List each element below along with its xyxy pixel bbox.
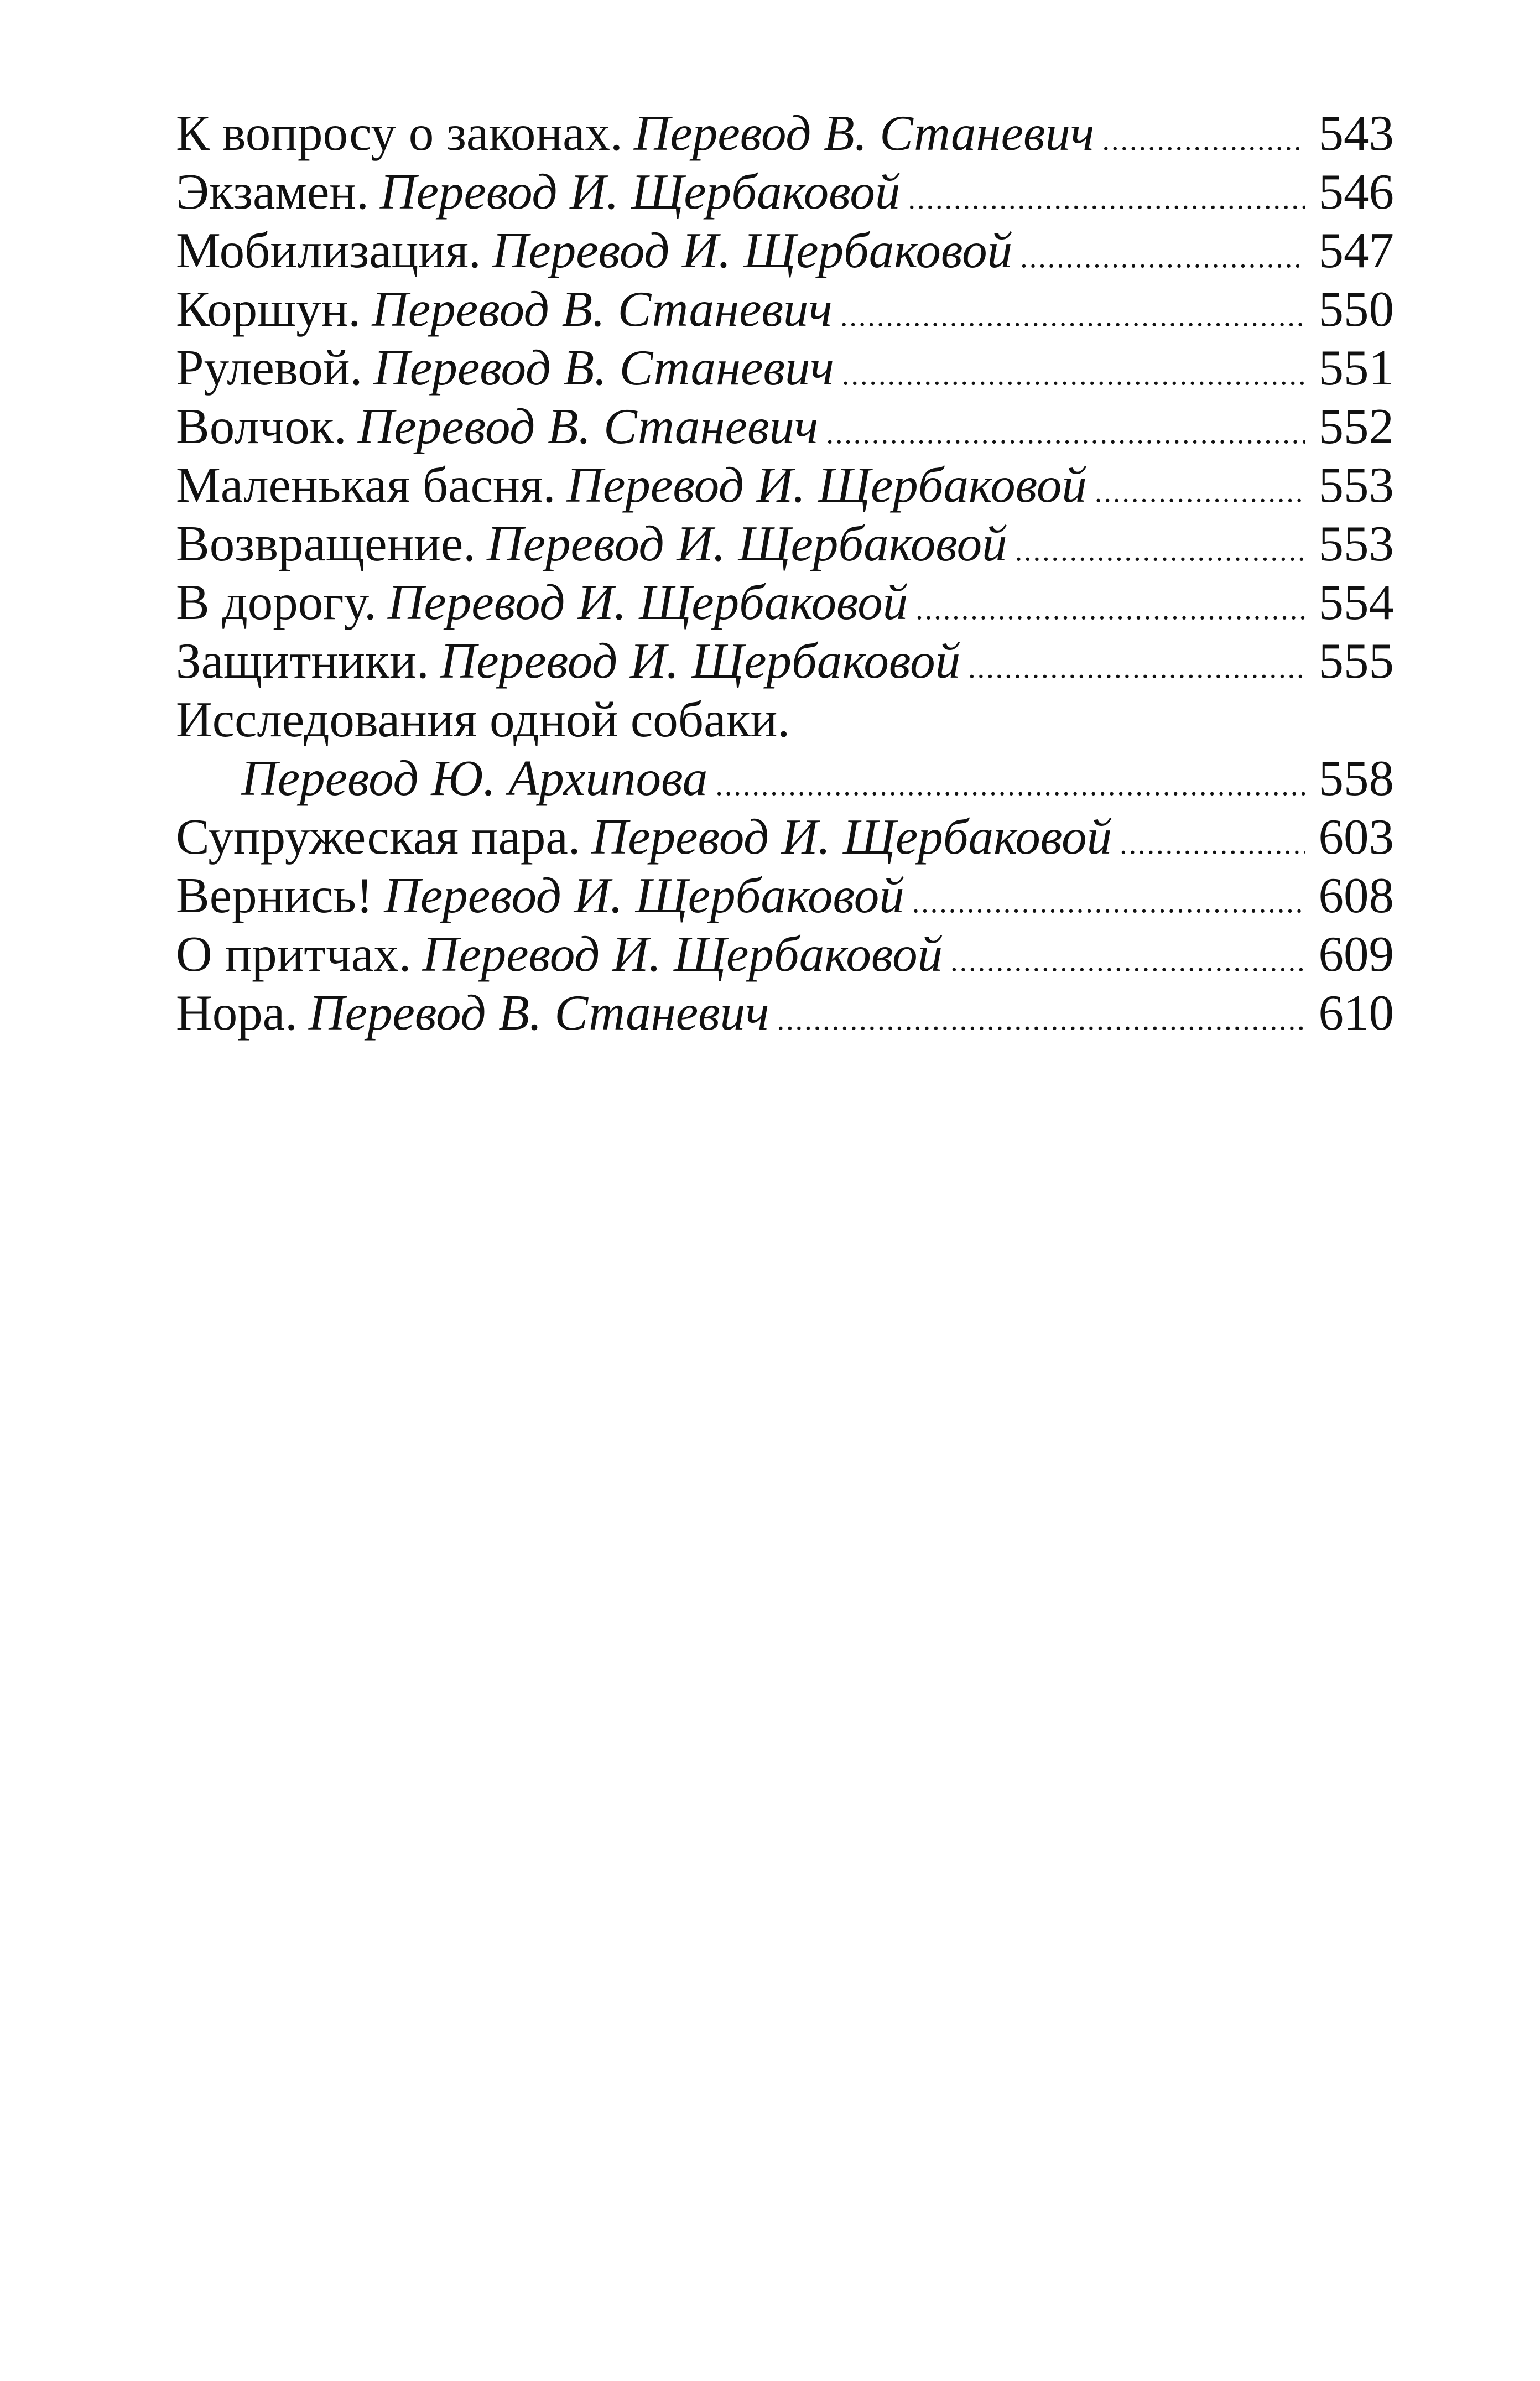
- toc-entry: [176, 866, 1394, 925]
- toc-entry-continuation: [176, 749, 1394, 808]
- toc-entry-page: 550: [1318, 281, 1394, 337]
- toc-entry-page: 553: [1318, 457, 1394, 513]
- toc-entry-translator: Перевод В. Станевич: [633, 105, 1095, 161]
- toc-entry-title: Волчок.: [176, 398, 347, 454]
- toc-entry-page: 543: [1318, 105, 1394, 161]
- table-of-contents: [176, 104, 1394, 1042]
- toc-entry: [176, 397, 1394, 456]
- toc-entry: [176, 808, 1394, 866]
- toc-entry: [176, 221, 1394, 280]
- dot-leader: [842, 360, 1305, 389]
- dot-leader: [968, 653, 1305, 683]
- toc-entry-translator: Перевод И. Щербаковой: [492, 222, 1013, 278]
- toc-entry-translator: Перевод И. Щербаковой: [487, 516, 1007, 571]
- toc-entry-title: Вернись!: [176, 867, 373, 923]
- toc-entry-page: 608: [1318, 867, 1394, 923]
- toc-entry: [176, 456, 1394, 514]
- toc-entry-translator: Перевод В. Станевич: [372, 281, 833, 337]
- toc-entry-translator: Перевод В. Станевич: [373, 340, 834, 396]
- toc-entry-translator: Перевод Ю. Архипова: [241, 750, 708, 806]
- toc-entry-title: Исследования одной собаки.: [176, 692, 790, 747]
- dot-leader: [1020, 242, 1305, 272]
- toc-entry-title: К вопросу о законах.: [176, 105, 623, 161]
- toc-entry-page: 610: [1318, 985, 1394, 1041]
- toc-entry-translator: Перевод И. Щербаковой: [384, 867, 904, 923]
- toc-entry-title: Защитники.: [176, 633, 429, 689]
- toc-entry-translator: Перевод И. Щербаковой: [379, 164, 901, 220]
- dot-leader: [908, 184, 1305, 214]
- toc-entry-title: Рулевой.: [176, 340, 363, 396]
- dot-leader: [777, 1005, 1305, 1034]
- toc-entry-title: О притчах.: [176, 926, 412, 982]
- toc-entry: [176, 514, 1394, 573]
- dot-leader: [1095, 477, 1305, 507]
- toc-entry-title: Маленькая басня.: [176, 457, 556, 513]
- toc-entry-title: Мобилизация.: [176, 222, 481, 278]
- toc-entry-page: 558: [1318, 750, 1394, 806]
- toc-entry-page: 609: [1318, 926, 1394, 982]
- toc-entry: [176, 339, 1394, 397]
- dot-leader: [950, 946, 1305, 976]
- toc-entry-title: В дорогу.: [176, 574, 377, 630]
- toc-entry-page: 552: [1318, 398, 1394, 454]
- dot-leader: [1102, 125, 1305, 155]
- dot-leader: [1120, 829, 1305, 859]
- toc-entry-page: 555: [1318, 633, 1394, 689]
- toc-entry-page: 546: [1318, 164, 1394, 220]
- toc-entry-translator: Перевод В. Станевич: [357, 398, 819, 454]
- dot-leader: [915, 594, 1305, 624]
- dot-leader: [840, 301, 1305, 331]
- toc-entry-translator: Перевод И. Щербаковой: [387, 574, 908, 630]
- toc-entry-page: 551: [1318, 340, 1394, 396]
- toc-entry: [176, 925, 1394, 984]
- dot-leader: [826, 418, 1305, 448]
- toc-entry-translator: Перевод И. Щербаковой: [440, 633, 961, 689]
- toc-entry: [176, 163, 1394, 221]
- toc-entry: [176, 632, 1394, 690]
- toc-entry: [176, 573, 1394, 632]
- dot-leader: [715, 770, 1305, 800]
- dot-leader: [912, 887, 1305, 917]
- toc-entry-title: Возвращение.: [176, 516, 476, 571]
- toc-entry-title-line: [176, 690, 1394, 749]
- toc-entry-translator: Перевод И. Щербаковой: [422, 926, 943, 982]
- toc-entry-title: Супружеская пара.: [176, 809, 581, 865]
- dot-leader: [1015, 536, 1305, 565]
- toc-entry: [176, 984, 1394, 1042]
- toc-entry-translator: Перевод В. Станевич: [308, 985, 769, 1041]
- toc-entry-title: Нора.: [176, 985, 298, 1041]
- toc-entry-page: 554: [1318, 574, 1394, 630]
- toc-entry-page: 547: [1318, 222, 1394, 278]
- toc-entry-title: Экзамен.: [176, 164, 369, 220]
- toc-entry-translator: Перевод И. Щербаковой: [566, 457, 1087, 513]
- toc-entry-title: Коршун.: [176, 281, 361, 337]
- toc-entry-translator: Перевод И. Щербаковой: [591, 809, 1112, 865]
- toc-entry: [176, 280, 1394, 339]
- toc-entry-page: 553: [1318, 516, 1394, 571]
- toc-entry: [176, 104, 1394, 163]
- toc-entry-page: 603: [1318, 809, 1394, 865]
